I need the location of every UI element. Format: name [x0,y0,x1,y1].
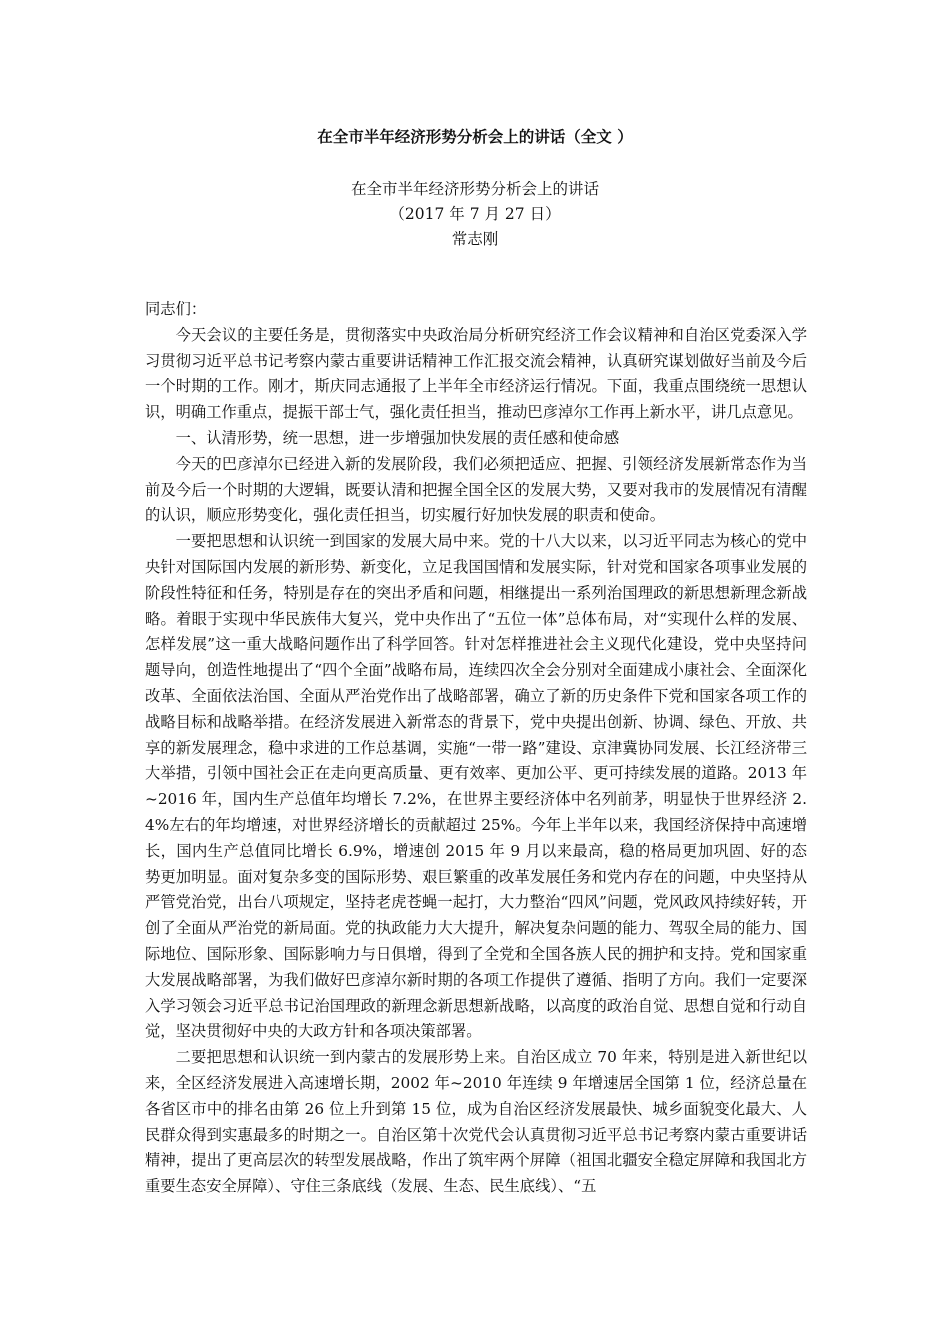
paragraph: 今天会议的主要任务是，贯彻落实中央政治局分析研究经济工作会议精神和自治区党委深入学习贯彻习近平总书记考察内蒙古重要讲话精神工作汇报交流会精神，认真研究谋划做好当前及今后一个时期的工作。刚才，斯庆同志通报了上半年全市经济运行情况。下面，我重点围绕统一思想认识，明确工作重点，提振干部士气，强化责任担当，推动巴彦淖尔工作再上新水平，讲几点意见。 [145,325,807,422]
document-title: 在全市半年经济形势分析会上的讲话（全文 ） [317,128,633,146]
paragraph: 二要把思想和认识统一到内蒙古的发展形势上来。自治区成立 70 年来，特别是进入新世纪以来，全区经济发展进入高速增长期，2002 年~2010 年连续 9 年增速居全国第 1 位，经济总量在各省区市中的排名由第 26 位上升到第 15 位，成为自治区经济发展最快、城乡面貌变化最大、人民群众得到实惠最多的时期之一。自治区第十次党代会认真贯彻习近平总书记考察内蒙古重要讲话精神，提出了更高层次的转型发展战略，作出了筑牢两个屏障（祖国北疆安全稳定屏障和我国北方重要生态安全屏障）、守住三条底线（发展、生态、民生底线）、“五 [145,1048,807,1196]
speech-subtitle: 在全市半年经济形势分析会上的讲话 [350,180,599,198]
paragraph: 一要把思想和认识统一到国家的发展大局中来。党的十八大以来，以习近平同志为核心的党中央针对国际国内发展的新形势、新变化，立足我国国情和发展实际，针对党和国家各项事业发展的阶段性特征和任务，特别是存在的突出矛盾和问题，相继提出一系列治国理政的新思想新理念新战略。着眼于实现中华民族伟大复兴，党中央作出了“五位一体”总体布局，对“实现什么样的发展、怎样发展”这一重大战略问题作出了科学回答。针对怎样推进社会主义现代化建设，党中央坚持问题导向，创造性地提出了“四个全面”战略布局，连续四次全会分别对全面建成小康社会、全面深化改革、全面依法治国、全面从严治党作出了战略部署，确立了新的历史条件下党和国家各项工作的战略目标和战略举措。在经济发展进入新常态的背景下，党中央提出创新、协调、绿色、开放、共享的新发展理念，稳中求进的工作总基调，实施“一带一路”建设、京津冀协同发展、长江经济带三大举措，引领中国社会正在走向更高质量、更有效率、更加公平、更可持续发展的道路。2013 年~2016 年，国内生产总值年均增长 7.2%，在世界主要经济体中名列前茅，明显快于世界经济 2.4%左右的年均增速，对世界经济增长的贡献超过 25%。今年上半年以来，我国经济保持中高速增长，国内生产总值同比增长 6.9%，增速创 2015 年 9 月以来最高，稳的格局更加巩固、好的态势更加明显。面对复杂多变的国际形势、艰巨繁重的改革发展任务和党内存在的问题，中央坚持从严管党治党，出台八项规定，坚持老虎苍蝇一起打，大力整治“四风”问题，党风政风持续好转，开创了全面从严治党的新局面。党的执政能力大大提升，解决复杂问题的能力、驾驭全局的能力、国际地位、国际形象、国际影响力与日俱增，得到了全党和全国各族人民的拥护和支持。党和国家重大发展战略部署，为我们做好巴彦淖尔新时期的各项工作提供了遵循、指明了方向。我们一定要深入学习领会习近平总书记治国理政的新理念新思想新战略，以高度的政治自觉、思想自觉和行动自觉，坚决贯彻好中央的大政方针和各项决策部署。 [145,532,807,1041]
section-heading: 一、认清形势，统一思想，进一步增强加快发展的责任感和使命感 [175,428,620,447]
paragraph: 今天的巴彦淖尔已经进入新的发展阶段，我们必须把适应、把握、引领经济发展新常态作为当前及今后一个时期的大逻辑，既要认清和把握全国全区的发展大势，又要对我市的发展情况有清醒的认识，顺应形势变化，强化责任担当，切实履行好加快发展的职责和使命。 [145,454,807,525]
document-body [145,297,807,1200]
speech-date: （2017 年 7 月 27 日） [389,205,561,223]
salutation: 同志们： [145,300,207,318]
speech-author: 常志刚 [451,230,499,248]
speech-header [0,177,950,252]
